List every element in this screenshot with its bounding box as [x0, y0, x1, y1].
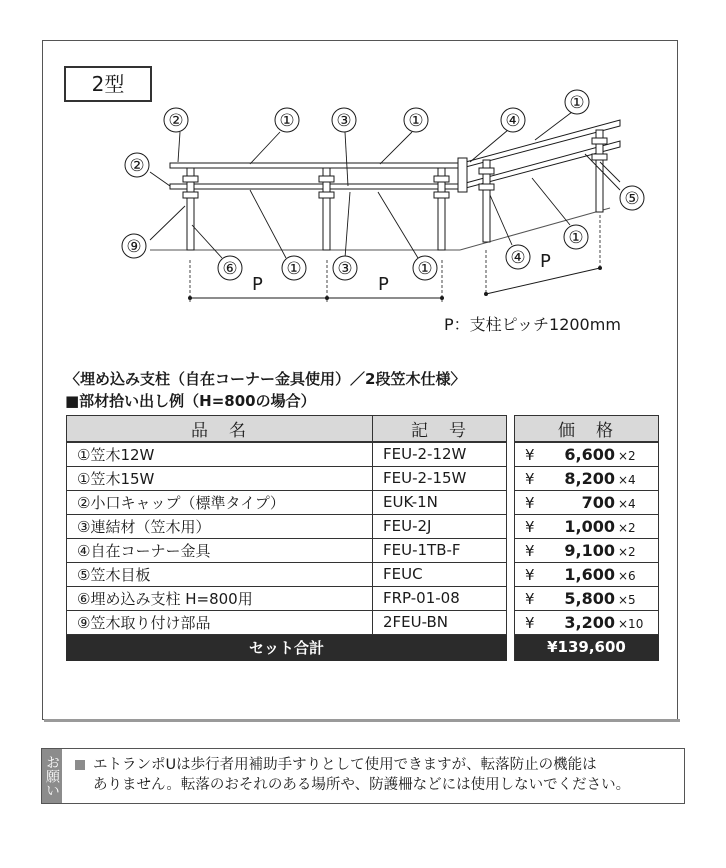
table-row	[67, 610, 659, 634]
section-heading: 〈埋め込み支柱（自在コーナー金具使用）／2段笠木仕様〉	[65, 370, 466, 388]
callout-label: ⑤	[624, 189, 640, 209]
price-amount: 3,200	[564, 612, 615, 632]
column-gap	[507, 490, 515, 514]
yen-sign: ¥	[525, 541, 535, 560]
notice-line: ありません。転落のおそれのある場所や、防護柵などには使用しないでください。	[93, 777, 631, 793]
callout-label: ④	[510, 248, 526, 268]
bullet-square-icon	[75, 760, 85, 770]
price-amount: 6,600	[564, 444, 615, 464]
callout-label: ①	[279, 111, 295, 131]
part-price	[515, 610, 659, 634]
part-code: 2FEU-BN	[373, 610, 507, 634]
callout-label: ①	[286, 259, 302, 279]
yen-sign: ¥	[525, 589, 535, 608]
part-code: FRP-01-08	[373, 586, 507, 610]
frame-shadow	[44, 719, 680, 722]
part-code: FEUC	[373, 562, 507, 586]
total-value: ¥139,600	[515, 634, 659, 660]
pitch-note: P：支柱ピッチ1200mm	[444, 315, 621, 334]
header-price: 価 格	[515, 416, 659, 443]
corner-fitting	[458, 158, 467, 192]
part-name: ①笠木15W	[67, 466, 373, 490]
callout-label: ②	[129, 156, 145, 176]
price-amount: 5,800	[564, 588, 615, 608]
part-code: FEU-2-12W	[373, 442, 507, 466]
part-name: ③連結材（笠木用）	[67, 514, 373, 538]
price-amount: 9,100	[564, 540, 615, 560]
handrail-diagram	[0, 0, 726, 340]
yen-sign: ¥	[525, 517, 535, 536]
header-name: 品 名	[67, 416, 373, 443]
parts-table	[66, 415, 659, 661]
price-quantity: ×6	[618, 568, 636, 583]
yen-sign: ¥	[525, 565, 535, 584]
table-row	[67, 586, 659, 610]
part-price	[515, 442, 659, 466]
table-header-row	[67, 416, 659, 443]
callout-label: ①	[417, 259, 433, 279]
price-quantity: ×2	[618, 544, 636, 559]
yen-sign: ¥	[525, 493, 535, 512]
part-name: ①笠木12W	[67, 442, 373, 466]
part-code: FEU-1TB-F	[373, 538, 507, 562]
pitch-label: P	[252, 274, 263, 295]
part-code: FEU-2-15W	[373, 466, 507, 490]
notice-text	[93, 755, 630, 795]
table-row	[67, 490, 659, 514]
header-code: 記 号	[373, 416, 507, 443]
yen-sign: ¥	[525, 469, 535, 488]
price-quantity: ×5	[618, 592, 636, 607]
column-gap	[507, 634, 515, 660]
callout-label: ③	[337, 259, 353, 279]
table-row	[67, 442, 659, 466]
part-price	[515, 562, 659, 586]
total-label: セット合計	[67, 634, 507, 660]
pitch-label: P	[540, 251, 551, 272]
callout-label: ①	[408, 111, 424, 131]
price-quantity: ×10	[618, 616, 644, 631]
callout-label: ④	[505, 111, 521, 131]
price-quantity: ×2	[618, 448, 636, 463]
part-code: FEU-2J	[373, 514, 507, 538]
notice-label: お願い	[42, 749, 62, 803]
pitch-label: P	[378, 274, 389, 295]
table-row	[67, 538, 659, 562]
price-quantity: ×4	[618, 472, 636, 487]
part-name: ⑨笠木取り付け部品	[67, 610, 373, 634]
notice-line: エトランポUは歩行者用補助手すりとして使用できますが、転落防止の機能は	[93, 757, 597, 773]
column-gap	[507, 586, 515, 610]
callout-label: ⑥	[222, 259, 238, 279]
part-name: ⑥埋め込み支柱 H=800用	[67, 586, 373, 610]
price-amount: 8,200	[564, 468, 615, 488]
column-gap	[507, 442, 515, 466]
posts	[183, 130, 607, 250]
part-name: ②小口キャップ（標準タイプ）	[67, 490, 373, 514]
part-price	[515, 466, 659, 490]
type-badge: 2型	[64, 66, 152, 102]
column-gap	[507, 514, 515, 538]
callout-label: ⑨	[126, 237, 142, 257]
part-code: EUK-1N	[373, 490, 507, 514]
total-row	[67, 634, 659, 660]
section-subheading: ■部材拾い出し例（H=800の場合）	[65, 392, 316, 410]
yen-sign: ¥	[525, 613, 535, 632]
part-name: ④自在コーナー金具	[67, 538, 373, 562]
column-gap	[507, 466, 515, 490]
table-row	[67, 466, 659, 490]
price-quantity: ×2	[618, 520, 636, 535]
price-amount: 1,000	[564, 516, 615, 536]
part-price	[515, 586, 659, 610]
callout-label: ①	[568, 228, 584, 248]
column-gap	[507, 538, 515, 562]
callout-label: ③	[336, 111, 352, 131]
part-name: ⑤笠木目板	[67, 562, 373, 586]
callout-label: ②	[168, 111, 184, 131]
callout-label: ①	[569, 93, 585, 113]
column-gap	[507, 416, 515, 443]
price-amount: 1,600	[564, 564, 615, 584]
part-price	[515, 514, 659, 538]
part-price	[515, 490, 659, 514]
part-price	[515, 538, 659, 562]
column-gap	[507, 562, 515, 586]
column-gap	[507, 610, 515, 634]
table-row	[67, 514, 659, 538]
notice-box	[41, 748, 685, 804]
price-amount: 700	[581, 492, 615, 512]
table-row	[67, 562, 659, 586]
yen-sign: ¥	[525, 445, 535, 464]
price-quantity: ×4	[618, 496, 636, 511]
